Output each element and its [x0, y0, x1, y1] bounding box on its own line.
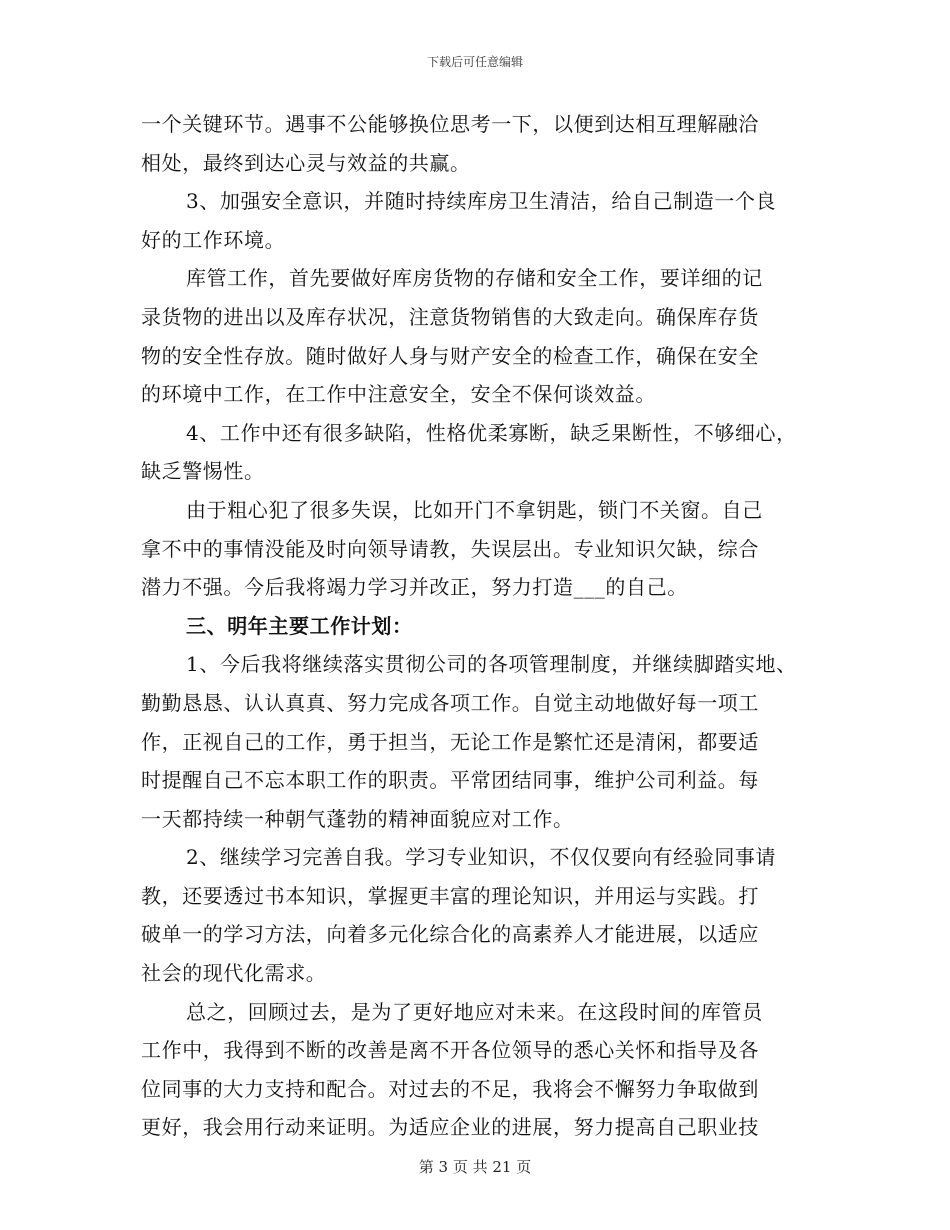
text-line: 4、工作中还有很多缺陷，性格优柔寡断，缺乏果断性，不够细心， — [186, 420, 797, 445]
text-line: 3、加强安全意识，并随时持续库房卫生清洁，给自己制造一个良 — [186, 189, 777, 214]
text-line: 潜力不强。今后我将竭力学习并改正，努力打造___的自己。 — [141, 575, 688, 600]
text-line: 好的工作环境。 — [141, 227, 286, 252]
text-line: 1、今后我将继续落实贯彻公司的各项管理制度，并继续脚踏实地、 — [186, 652, 797, 677]
text-line: 勤勤恳恳、认认真真、努力完成各项工作。自觉主动地做好每一项工 — [141, 690, 759, 715]
text-line: 相处，最终到达心灵与效益的共赢。 — [141, 150, 471, 175]
text-line: 破单一的学习方法，向着多元化综合化的高素养人才能进展，以适应 — [141, 922, 759, 947]
text-line: 库管工作，首先要做好库房货物的存储和安全工作，要详细的记 — [186, 266, 763, 291]
text-line: 2、继续学习完善自我。学习专业知识，不仅仅要向有经验同事请 — [186, 845, 777, 870]
text-line: 一天都持续一种朝气蓬勃的精神面貌应对工作。 — [141, 806, 574, 831]
text-line: 缺乏警惕性。 — [141, 459, 265, 484]
text-line: 位同事的大力支持和配合。对过去的不足，我将会不懈努力争取做到 — [141, 1076, 759, 1101]
page-footer: 第 3 页 共 21 页 — [418, 1158, 532, 1176]
text-line: 一个关键环节。遇事不公能够换位思考一下，以便到达相互理解融洽 — [141, 112, 759, 136]
text-line: 的环境中工作，在工作中注意安全，安全不保何谈效益。 — [141, 382, 656, 407]
text-line: 工作中，我得到不断的改善是离不开各位领导的悉心关怀和指导及各 — [141, 1038, 759, 1063]
page-header: 下载后可任意编辑 — [426, 55, 523, 69]
text-line: 作，正视自己的工作，勇于担当，无论工作是繁忙还是清闲，都要适 — [141, 729, 759, 754]
text-line: 录货物的进出以及库存状况，注意货物销售的大致走向。确保库存货 — [141, 304, 759, 329]
text-line: 拿不中的事情没能及时向领导请教，失误层出。专业知识欠缺，综合 — [141, 536, 759, 561]
text-line: 更好，我会用行动来证明。为适应企业的进展，努力提高自己职业技 — [141, 1115, 759, 1140]
document-body — [141, 105, 831, 1147]
text-line: 总之，回顾过去，是为了更好地应对未来。在这段时间的库管员 — [186, 999, 763, 1024]
section-heading: 三、明年主要工作计划： — [186, 613, 413, 638]
text-line: 物的安全性存放。随时做好人身与财产安全的检查工作，确保在安全 — [141, 343, 759, 368]
text-line: 由于粗心犯了很多失误，比如开门不拿钥匙，锁门不关窗。自己 — [186, 497, 763, 522]
text-line: 时提醒自己不忘本职工作的职责。平常团结同事，维护公司利益。每 — [141, 768, 759, 793]
text-line: 社会的现代化需求。 — [141, 961, 327, 986]
text-line: 教，还要透过书本知识，掌握更丰富的理论知识，并用运与实践。打 — [141, 883, 759, 908]
